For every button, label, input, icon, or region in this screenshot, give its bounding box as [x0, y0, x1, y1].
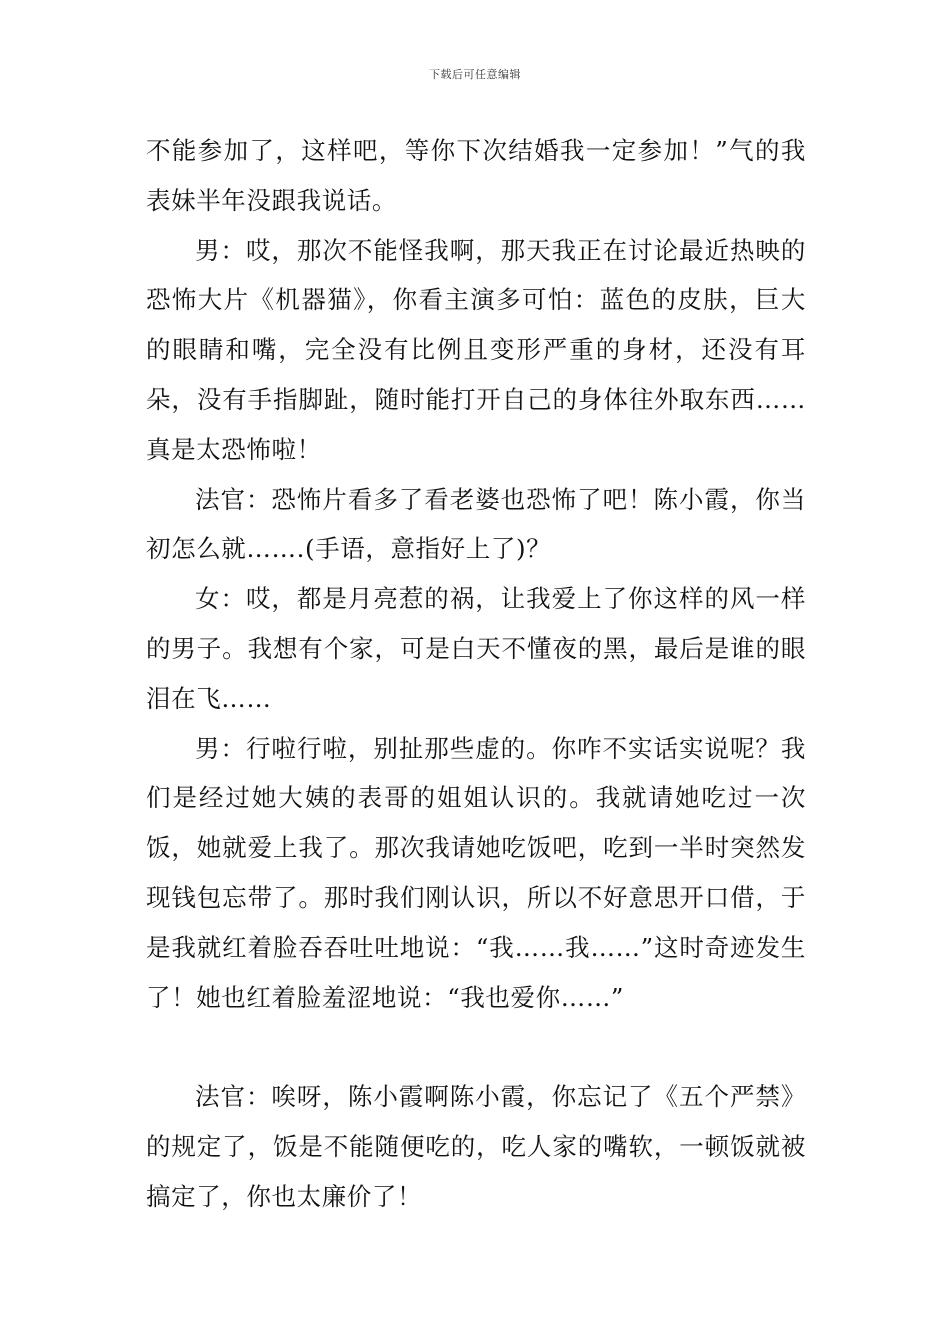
paragraph-5: 男：行啦行啦，别扯那些虚的。你咋不实话实说呢？我们是经过她大姨的表哥的姐姐认识的。我就请她吃过一次饭，她就爱上我了。那次我请她吃饭吧，吃到一半时突然发现钱包忘带了。那时我们刚认识，所以不好意思开口借，于是我就红着脸吞吞吐吐地说：“我……我……”这时奇迹发生了！她也红着脸羞涩地说：“我也爱你……”: [146, 733, 806, 1012]
paragraph-2: 男：哎，那次不能怪我啊，那天我正在讨论最近热映的恐怖大片《机器猫》，你看主演多可怕：蓝色的皮肤，巨大的眼睛和嘴，完全没有比例且变形严重的身材，还没有耳朵，没有手指脚趾，随时能打开自己的身体往外取东西……真是太恐怖啦！: [146, 235, 806, 464]
paragraph-1: 不能参加了，这样吧，等你下次结婚我一定参加！”气的我表妹半年没跟我说话。: [146, 136, 806, 215]
paragraph-6: 法官：唉呀，陈小霞啊陈小霞，你忘记了《五个严禁》的规定了，饭是不能随便吃的，吃人家的嘴软，一顿饭就被搞定了，你也太廉价了！: [146, 1082, 806, 1211]
document-body: [146, 126, 806, 1222]
paragraph-3: 法官：恐怖片看多了看老婆也恐怖了吧！陈小霞，你当初怎么就…….(手语，意指好上了)？: [146, 484, 806, 564]
paragraph-4: 女：哎，都是月亮惹的祸，让我爱上了你这样的风一样的男子。我想有个家，可是白天不懂夜的黑，最后是谁的眼泪在飞……: [146, 584, 806, 713]
page-header: 下载后可任意编辑: [429, 68, 521, 81]
